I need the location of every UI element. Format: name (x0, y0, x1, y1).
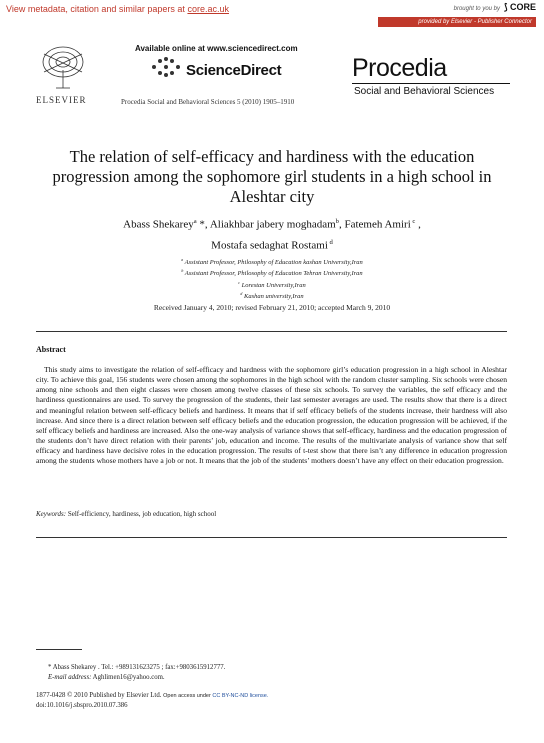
article-title: The relation of self-efficacy and hardiness with the education progression among the sophomore girl students in a high school in Aleshtar city (52, 147, 492, 206)
author: Abass Shekarey (123, 218, 194, 231)
author: Fatemeh Amiri (344, 218, 411, 231)
sciencedirect-wordmark: ScienceDirect (186, 62, 282, 79)
abstract-body: This study aims to investigate the relation of self-efficacy and hardness with the sophomore girl’s education progression in a high school in Aleshtar city. To achieve this goal, 156 students were chosen among the sophomores in the high school with the random cluster sampling. Six schools were chosen among nine schools and then eight classes were chosen among twelve classes of these six schools. To survey the variables, the self efficacy and the hardiness questionnaires are used. To survey the progression of the students, their last semester averages are used. The results show that there is a direct and meaningful relation between self-efficacy beliefs and hardiness. It means that if self efficacy beliefs of the students increase, their hardness will also increase. And since there is a direct relation between self efficacy beliefs and the education progression, the education progression will be achieved, if the self efficacy beliefs and hardiness are increased. Also the one-way analysis of variance shows that self-efficacy, hardiness and the education progression of the students don’t have direct relation with their parents’ job, education and income. The results of the multivariate analysis of variance show that self efficacy and hardiness have decisive roles in the education progression. The results of t-test show that there isn’t any difference in education progression among the students whose mothers have a job or not. It means that the job of the students’ mothers doesn’t have any effect on their education progression. (36, 365, 507, 466)
license-link[interactable]: CC BY-NC-ND license. (212, 693, 269, 699)
affiliation: $^a$ Assistant Professor, Philosophy of Education kashan University,Iran (181, 258, 363, 267)
procedia-logo: Procedia (352, 54, 447, 82)
elsevier-wordmark: ELSEVIER (36, 95, 87, 105)
affiliation: $^b$ Assistant Professor, Philosophy of Education Tehran University,Iran (181, 269, 363, 278)
core-metadata-link[interactable]: View metadata, citation and similar papers at core.ac.uk (6, 4, 229, 14)
procedia-subtitle: Social and Behavioral Sciences (354, 86, 495, 97)
core-swirl-icon: ⟆ (503, 2, 508, 12)
abstract-heading: Abstract (36, 345, 66, 354)
author: Aliakhbar jabery moghadam (209, 218, 336, 231)
affiliations (120, 256, 424, 302)
footnote-rule (36, 649, 82, 650)
affiliation: $^c$ Lorestan University,Iran (238, 280, 306, 290)
core-logo[interactable]: ⟆ CORE (503, 2, 536, 12)
doi-line: doi:10.1016/j.sbspro.2010.07.386 (36, 702, 128, 709)
author-list: Abass Shekarey$^a$ *, Aliakhbar jabery moghadam$^b$, Fatemeh Amiri $^c$ , Mostafa sedaghat Rostami $^d$ (123, 218, 421, 252)
author: Mostafa sedaghat Rostami (211, 239, 328, 252)
copyright-line: 1877-0428 © 2010 Published by Elsevier Ltd. Open access under CC BY-NC-ND license. (36, 692, 269, 699)
available-online-text: Available online at www.sciencedirect.com (135, 44, 298, 53)
elsevier-tree-icon (36, 44, 90, 92)
received-dates: Received January 4, 2010; revised February 21, 2010; accepted March 9, 2010 (153, 303, 391, 312)
email-note: E-mail address: Aghlimen16@yahoo.com. (48, 674, 165, 681)
keywords: Keywords: Self-efficiency, hardiness, job education, high school (36, 510, 217, 518)
bottom-rule (36, 537, 507, 538)
core-link[interactable]: core.ac.uk (187, 4, 229, 14)
procedia-divider (352, 83, 510, 84)
corresponding-author-note: * Abass Shekarey . Tel.: +989131623275 ; fax:+9803615912777. (48, 664, 226, 671)
journal-citation: Procedia Social and Behavioral Sciences 5 (2010) 1905–1910 (121, 98, 295, 106)
provided-by-bar: provided by Elsevier - Publisher Connector (378, 17, 536, 27)
affiliation: $^d$ Kashan university,Iran (240, 292, 304, 301)
core-banner (0, 0, 544, 30)
sciencedirect-logo-icon (150, 56, 184, 78)
brought-to-you-text: brought to you by (453, 6, 500, 12)
top-rule (36, 331, 507, 332)
